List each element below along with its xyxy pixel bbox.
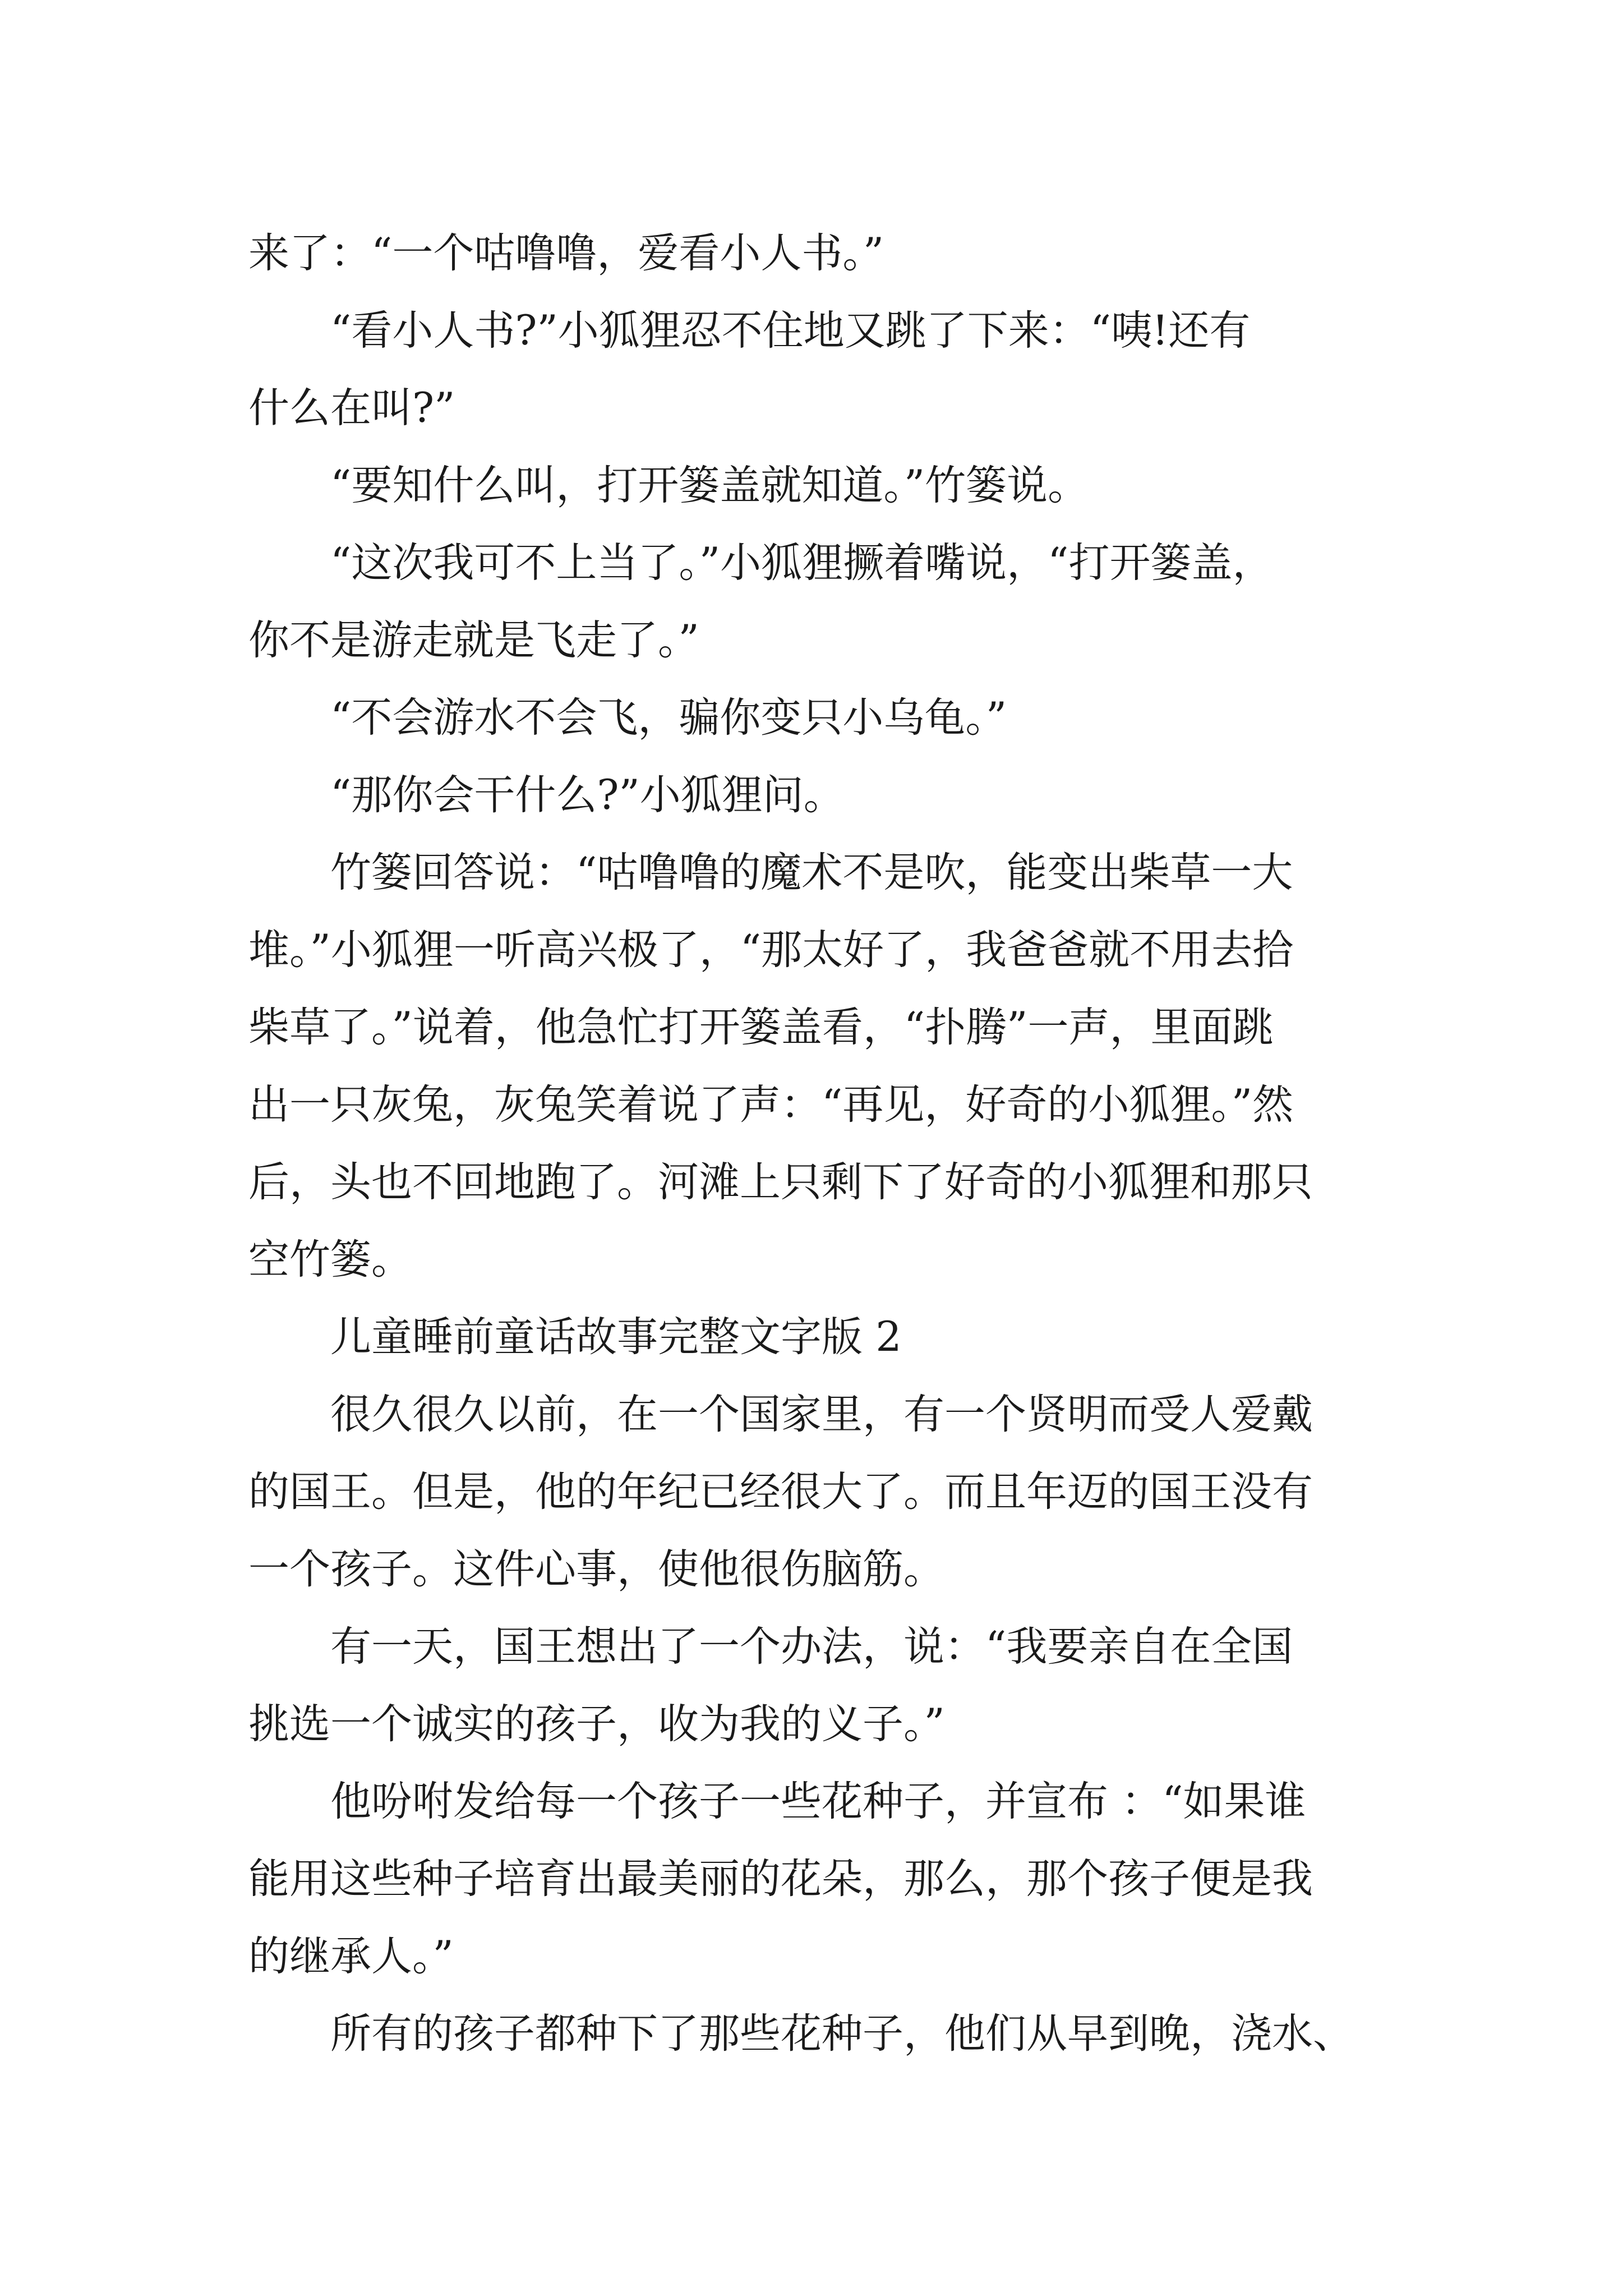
paragraph-3: “要知什么叫，打开篓盖就知道。”竹篓说。 xyxy=(248,462,1089,509)
paragraph-12: 所有的孩子都种下了那些花种子，他们从早到晚，浇水、 xyxy=(248,2010,1354,2058)
paragraph-1: 来了：“一个咕噜噜，爱看小人书。” xyxy=(248,229,884,277)
paragraph-7: 竹篓回答说：“咕噜噜的魔术不是吹，能变出柴草一大 堆。”小狐狸一听高兴极了，“那太好了，我爸爸就不用去拾 柴草了。”说着，他急忙打开篓盖看，“扑腾”一声，里面跳 出一只灰兔，灰兔笑着说了声：“再见，好奇的小狐狸。”然 后，头也不回地跑了。河滩上只剩下了好奇的小狐狸和那只 空竹篓。 xyxy=(248,849,1313,1283)
paragraph-5: “不会游水不会飞，骗你变只小乌龟。” xyxy=(248,694,1007,742)
document-body xyxy=(248,215,1387,2073)
section-heading: 儿童睡前童话故事完整文字版 2 xyxy=(248,1313,902,1361)
paragraph-9: 很久很久以前，在一个国家里，有一个贤明而受人爱戴 的国王。但是，他的年纪已经很大了。而且年迈的国王没有 一个孩子。这件心事，使他很伤脑筋。 xyxy=(248,1391,1313,1593)
paragraph-2: “看小人书?”小狐狸忍不住地又跳了下来：“咦!还有 什么在叫?” xyxy=(248,307,1251,432)
paragraph-6: “那你会干什么?”小狐狸问。 xyxy=(248,771,845,819)
paragraph-11: 他吩咐发给每一个孩子一些花种子，并宣布 ：“如果谁 能用这些种子培育出最美丽的花朵，那么，那个孩子便是我 的继承人。” xyxy=(248,1778,1313,1980)
paragraph-10: 有一天，国王想出了一个办法，说：“我要亲自在全国 挑选一个诚实的孩子，收为我的义子。” xyxy=(248,1623,1293,1748)
paragraph-4: “这次我可不上当了。”小狐狸撅着嘴说，“打开篓盖， 你不是游走就是飞走了。” xyxy=(248,539,1274,664)
